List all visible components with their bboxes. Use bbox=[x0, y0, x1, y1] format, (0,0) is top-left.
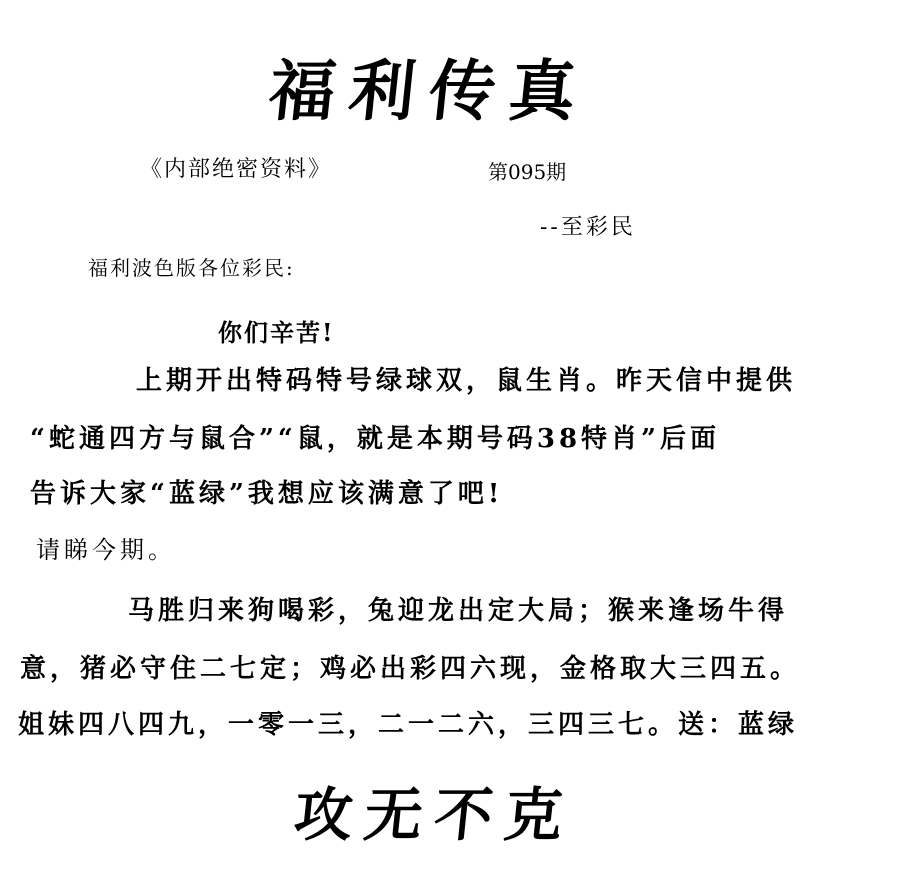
letter-line: 上期开出特码特号绿球双，鼠生肖。昨天信中提供 bbox=[136, 366, 797, 396]
letter-line: 请睇今期。 bbox=[36, 536, 176, 564]
issue-label: 第095期 bbox=[488, 160, 567, 184]
source-label: 《内部绝密资料》 bbox=[140, 157, 333, 182]
greeting-line: 福利波色版各位彩民: bbox=[88, 256, 295, 280]
letter-line: 告诉大家“蓝绿”我想应该满意了吧! bbox=[30, 479, 504, 509]
poem-line: 马胜归来狗喝彩，兔迎龙出定大局；猴来逢场牛得 bbox=[128, 596, 789, 626]
poem-line: 意，猪必守住二七定；鸡必出彩四六现，金格取大三四五。 bbox=[20, 654, 801, 684]
footer-motto: 攻无不克 bbox=[290, 781, 579, 849]
recipient-line: --至彩民 bbox=[540, 215, 636, 240]
page-title: 福利传真 bbox=[265, 52, 594, 130]
thanks-line: 你们辛苦! bbox=[218, 318, 335, 347]
poem-line: 姐妹四八四九，一零一三，二一二六，三四三七。送：蓝绿 bbox=[18, 710, 799, 740]
letter-line: “蛇通四方与鼠合”“鼠，就是本期号码38特肖”后面 bbox=[30, 424, 721, 454]
